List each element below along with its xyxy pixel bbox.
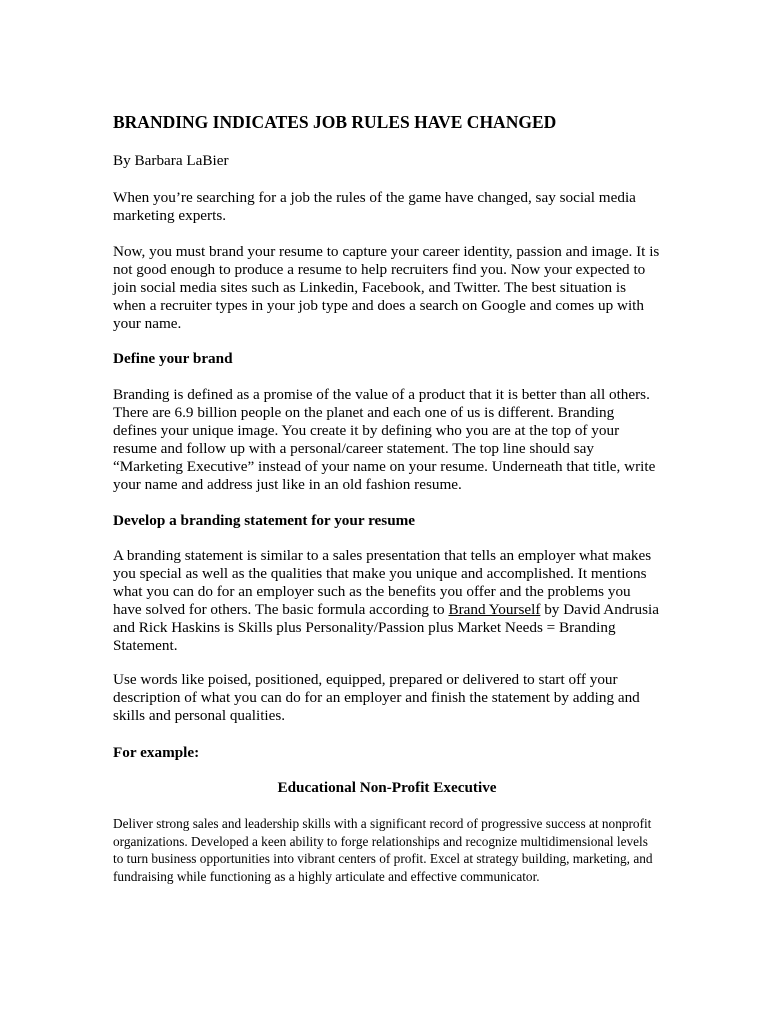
branding-statement-text-start: A branding statement is similar to a sales presentation that tells an employer what makes you special as well as the qualities that make you unique and accomplished. It mentions what you can do for an employer such as the benefits you offer and the problems you have solved for others. The basic formula according to [113, 547, 652, 618]
resume-brand-paragraph: Now, you must brand your resume to capture your career identity, passion and image. It is not good enough to produce a resume to help recruiters find you. Now your expected to join social media sites such as Linkedin, Facebook, and Twitter. The best situation is when a recruiter types in your job type and does a search on Google and comes up with your name. [113, 243, 660, 332]
section-heading-define-brand: Define your brand [113, 350, 233, 367]
brand-yourself-book-title: Brand Yourself [448, 601, 541, 618]
article-byline: By Barbara LaBier [113, 152, 229, 169]
example-title: Educational Non-Profit Executive [277, 779, 497, 796]
section-heading-example: For example: [113, 744, 200, 761]
example-body: Deliver strong sales and leadership skills with a significant record of progressive success at nonprofit organizations. Developed a keen ability to forge relationships and recognize multidimensional levels to turn business opportunities into vibrant centers of profit. Excel at strategy building, marketing, and fundraising while functioning as a highly articulate and effective communicator. [113, 816, 653, 884]
intro-paragraph: When you’re searching for a job the rules of the game have changed, say social media marketing experts. [113, 189, 636, 224]
section-heading-branding-statement: Develop a branding statement for your resume [113, 512, 416, 529]
branding-statement-text-end: by David Andrusia and Rick Haskins is Skills plus Personality/Passion plus Market Needs = Branding Statement. [113, 601, 659, 654]
branding-statement-paragraph [113, 547, 661, 655]
branding-definition-paragraph: Branding is defined as a promise of the value of a product that it is better than all others. There are 6.9 billion people on the planet and each one of us is different. Branding defines your unique image. You create it by defining who you are at the top of your resume and follow up with a personal/career statement. The top line should say “Marketing Executive” instead of your name on your resume. Underneath that title, write your name and address just like in an old fashion resume. [113, 386, 656, 493]
word-choice-paragraph: Use words like poised, positioned, equipped, prepared or delivered to start off your description of what you can do for an employer and finish the statement by adding and skills and personal qualities. [113, 671, 640, 724]
article-title: BRANDING INDICATES JOB RULES HAVE CHANGED [113, 112, 557, 132]
